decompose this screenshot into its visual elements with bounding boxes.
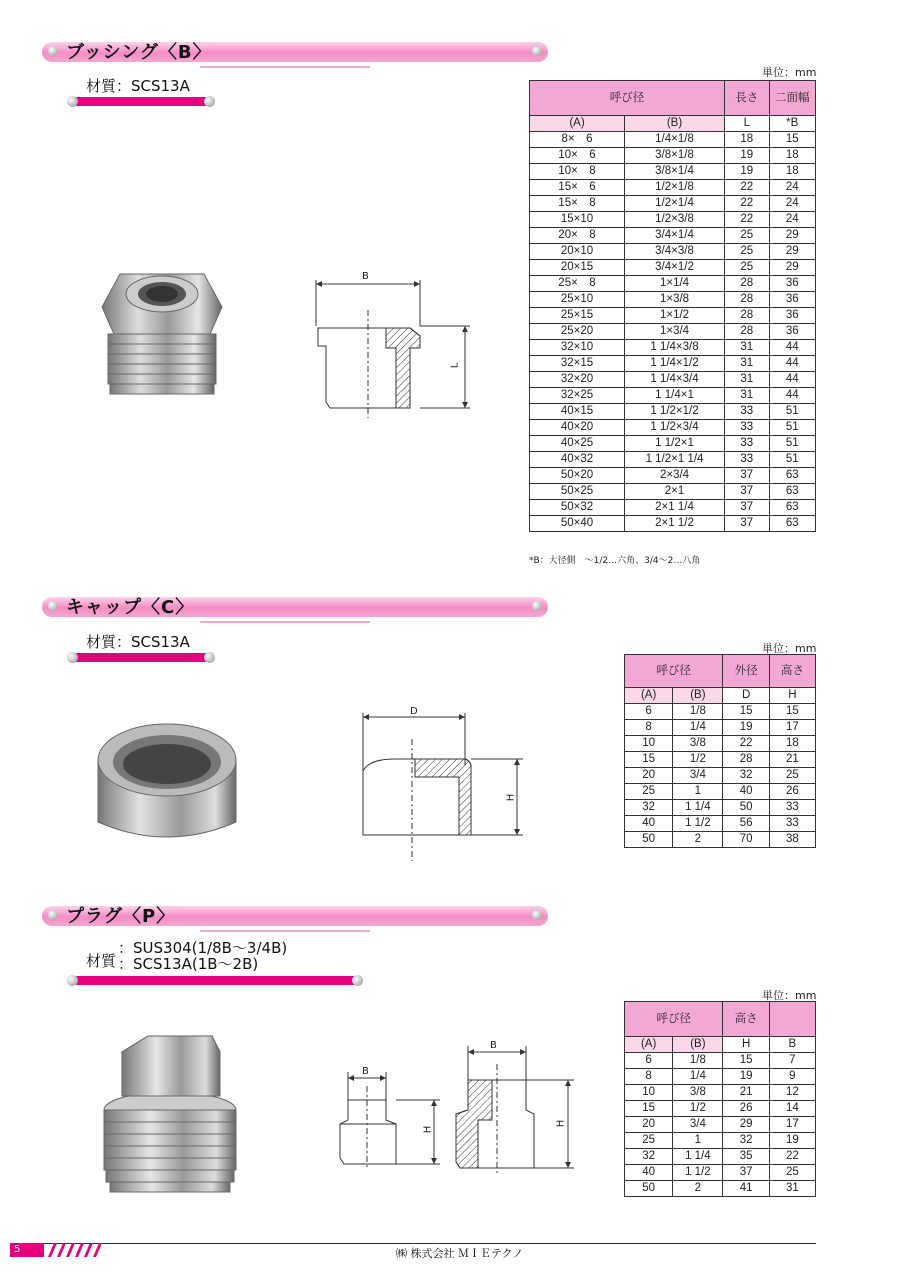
table-cell: 37 [725,468,770,484]
bushing-drawing [310,270,480,420]
table-cell: 33 [725,404,770,420]
table-cell: 51 [769,452,815,468]
table-row [530,516,816,532]
dim-label-plug-b-large: B [490,1040,497,1051]
table-row [530,292,816,308]
material-cap: 材質：SCS13A [86,633,190,651]
th-hex: 二面幅 [769,81,815,116]
table-cell: 24 [769,180,815,196]
table-cell: 20× 8 [530,228,625,244]
table-cell: 25×15 [530,308,625,324]
table-cell: 12 [769,1085,815,1101]
banner-dot-right [532,46,542,56]
table-cell: 10 [625,736,673,752]
table-cell: 15× 6 [530,180,625,196]
table-cell: 3/8×1/4 [625,164,725,180]
table-row [530,180,816,196]
table-cell: 31 [725,372,770,388]
table-cell: 17 [769,720,815,736]
table-cell: 24 [769,196,815,212]
table-cell: 15 [723,1053,769,1069]
table-cell: 37 [725,516,770,532]
dim-label-plug-h-large: H [555,1119,567,1128]
dim-label-l: L [449,362,461,369]
table-row [530,308,816,324]
table-cell: 1 1/4×1/2 [625,356,725,372]
table-row [530,148,816,164]
table-cell: 26 [769,784,815,800]
table-cell: 25×20 [530,324,625,340]
th-h: H [723,1037,769,1053]
table-cell: 1 1/2×1/2 [625,404,725,420]
table-cell: 33 [725,436,770,452]
table-cell: 18 [725,132,770,148]
table-cell: 28 [725,324,770,340]
table-cell: 8 [625,1069,673,1085]
table-cell: 51 [769,420,815,436]
table-row [530,420,816,436]
table-cell: 1 1/2 [673,1165,723,1181]
table-cell: 18 [769,736,815,752]
table-row [530,452,816,468]
th-h: H [769,688,815,704]
table-cell: 22 [769,1149,815,1165]
plug-photo [100,1030,240,1205]
table-cell: 1 [673,1133,723,1149]
th-bb: B [769,1037,815,1053]
table-row [530,340,816,356]
table-row [530,356,816,372]
table-cell: 20 [625,1117,673,1133]
table-cell: 15 [769,704,815,720]
table-cell: 40 [723,784,769,800]
th-b: (B) [625,116,725,132]
table-cell: 3/4 [673,768,723,784]
table-cell: 33 [769,816,815,832]
table-row [625,752,816,768]
table-cell: 1×3/8 [625,292,725,308]
table-row [530,212,816,228]
table-cell: 14 [769,1101,815,1117]
table-cell: 50×25 [530,484,625,500]
bushing-photo [92,262,232,410]
section-banner-bushing [42,42,548,62]
th-length: 長さ [725,81,770,116]
table-row [625,704,816,720]
table-cell: 56 [723,816,769,832]
table-cell: 15 [625,1101,673,1117]
page-number: 5 [10,1243,44,1257]
th-a: (A) [625,688,673,704]
table-cell: 8 [625,720,673,736]
table-cell: 3/8×1/8 [625,148,725,164]
th-nominal: 呼び径 [625,1002,723,1037]
table-cell: 28 [725,292,770,308]
material-bar-plug [70,976,360,985]
table-row [625,736,816,752]
material-label-plug: 材質 [86,952,117,970]
table-cell: 1/4 [673,720,723,736]
table-cell: 22 [725,196,770,212]
table-cell: 1×1/4 [625,276,725,292]
table-row [530,372,816,388]
table-cell: 25 [725,244,770,260]
th-b: (B) [673,1037,723,1053]
table-cell: 26 [723,1101,769,1117]
table-cell: 33 [725,420,770,436]
cap-photo [92,712,242,842]
table-cell: 18 [769,164,815,180]
material-bar-bushing [70,97,212,106]
table-cell: 33 [725,452,770,468]
th-a: (A) [530,116,625,132]
th-hb: *B [769,116,815,132]
table-cell: 40×15 [530,404,625,420]
table-cell: 17 [769,1117,815,1133]
th-height: 高さ [723,1002,769,1037]
table-cell: 2 [673,832,723,848]
table-row [625,1117,816,1133]
table-row [530,276,816,292]
table-cell: 63 [769,484,815,500]
table-row [625,800,816,816]
table-row [530,500,816,516]
table-cell: 20 [625,768,673,784]
table-cell: 9 [769,1069,815,1085]
table-cell: 32×25 [530,388,625,404]
table-row [625,784,816,800]
table-row [625,1085,816,1101]
table-cell: 1/8 [673,1053,723,1069]
table-cell: 40 [625,816,673,832]
table-cell: 1 1/2×1 [625,436,725,452]
table-cell: 32 [625,800,673,816]
table-cell: 36 [769,308,815,324]
table-cell: 1/4×1/8 [625,132,725,148]
table-cell: 15 [723,704,769,720]
table-cell: 1/2 [673,1101,723,1117]
table-cell: 1 1/4×3/4 [625,372,725,388]
th-empty [769,1002,815,1037]
th-nominal: 呼び径 [530,81,725,116]
table-cell: 1×3/4 [625,324,725,340]
table-cell: 3/4 [673,1117,723,1133]
table-cell: 36 [769,292,815,308]
table-cell: 28 [725,276,770,292]
table-cell: 50 [625,1181,673,1197]
table-cell: 50×32 [530,500,625,516]
table-cell: 1/2×1/4 [625,196,725,212]
table-cell: 6 [625,704,673,720]
table-row [530,244,816,260]
table-cell: 22 [723,736,769,752]
table-cell: 32×10 [530,340,625,356]
table-cell: 31 [725,340,770,356]
banner-underline [200,66,370,68]
table-cell: 51 [769,404,815,420]
table-cell: 7 [769,1053,815,1069]
table-cell: 32 [723,768,769,784]
material-plug-1: ：SUS304(1/8B～3/4B) [118,939,288,957]
table-cell: 1 1/2×3/4 [625,420,725,436]
table-cell: 51 [769,436,815,452]
table-cell: 15×10 [530,212,625,228]
table-cell: 63 [769,516,815,532]
banner-underline [200,621,370,623]
table-cell: 29 [769,228,815,244]
th-d: D [723,688,769,704]
table-cell: 2×1 [625,484,725,500]
table-cell: 19 [723,720,769,736]
table-cell: 1 1/4 [673,1149,723,1165]
table-cell: 1×1/2 [625,308,725,324]
cap-drawing [355,705,535,865]
table-cell: 2×3/4 [625,468,725,484]
table-row [530,484,816,500]
table-cell: 44 [769,340,815,356]
table-cell: 44 [769,356,815,372]
banner-dot-right [532,910,542,920]
unit-label-bushing: 単位：mm [762,66,817,79]
table-row [625,1149,816,1165]
table-cell: 20×10 [530,244,625,260]
table-cell: 40 [625,1165,673,1181]
banner-dot-left [48,910,58,920]
material-plug-2: ：SCS13A(1B～2B) [118,955,259,973]
table-cell: 33 [769,800,815,816]
table-cell: 19 [725,148,770,164]
table-cell: 50 [723,800,769,816]
table-row [625,768,816,784]
dim-label-d: D [410,706,418,717]
table-cell: 6 [625,1053,673,1069]
table-row [530,132,816,148]
banner-dot-left [48,601,58,611]
table-cell: 32 [625,1149,673,1165]
material-bar-cap [70,653,212,662]
table-row [530,260,816,276]
table-cell: 10× 8 [530,164,625,180]
banner-underline [200,930,370,932]
table-cell: 21 [769,752,815,768]
table-cell: 24 [769,212,815,228]
footer-rule [42,1243,816,1244]
table-cell: 36 [769,276,815,292]
section-banner-cap [42,597,548,617]
table-cell: 28 [723,752,769,768]
table-cell: 25 [769,1165,815,1181]
table-cell: 38 [769,832,815,848]
th-b: (B) [673,688,723,704]
table-cell: 2 [673,1181,723,1197]
th-a: (A) [625,1037,673,1053]
table-row [625,832,816,848]
table-cell: 40×25 [530,436,625,452]
plug-drawing-large [448,1040,578,1175]
dim-label-h: H [505,793,517,802]
table-row [530,324,816,340]
table-cell: 37 [725,484,770,500]
table-cell: 1/4 [673,1069,723,1085]
table-row [625,816,816,832]
table-cell: 70 [723,832,769,848]
table-row [625,1069,816,1085]
table-cell: 25 [725,228,770,244]
table-row [530,164,816,180]
table-cell: 21 [723,1085,769,1101]
table-cell: 1 1/4×1 [625,388,725,404]
table-cell: 1 1/2×1 1/4 [625,452,725,468]
table-cell: 40×20 [530,420,625,436]
table-cell: 19 [723,1069,769,1085]
dim-label-b: B [362,271,369,282]
table-cell: 3/8 [673,736,723,752]
company-brand: ㈱ 株式会社 ＭＩＥテクノ [396,1247,524,1260]
spec-table-bushing [529,80,816,532]
table-cell: 35 [723,1149,769,1165]
table-cell: 1/2 [673,752,723,768]
table-cell: 29 [769,260,815,276]
table-cell: 25× 8 [530,276,625,292]
table-cell: 63 [769,468,815,484]
table-row [625,1133,816,1149]
table-cell: 25×10 [530,292,625,308]
th-l: L [725,116,770,132]
table-cell: 32×20 [530,372,625,388]
unit-label-plug: 単位：mm [762,989,817,1002]
table-cell: 3/8 [673,1085,723,1101]
banner-dot-right [532,601,542,611]
dim-label-plug-h-small: H [422,1125,434,1134]
table-cell: 18 [769,148,815,164]
section-title-plug: プラグ〈P〉 [66,906,176,927]
table-note-bushing: *B：大径側 ～1/2…六角、3/4～2…八角 [529,556,701,566]
table-cell: 22 [725,180,770,196]
plug-drawing-small [330,1060,445,1170]
table-cell: 37 [725,500,770,516]
table-cell: 1/8 [673,704,723,720]
table-cell: 1 [673,784,723,800]
table-cell: 63 [769,500,815,516]
table-cell: 50×20 [530,468,625,484]
section-title-bushing: ブッシング〈B〉 [66,42,212,63]
table-cell: 25 [625,784,673,800]
table-cell: 19 [769,1133,815,1149]
th-height: 高さ [769,655,815,688]
table-cell: 22 [725,212,770,228]
section-banner-plug [42,906,548,926]
table-row [530,228,816,244]
table-cell: 31 [725,388,770,404]
table-cell: 2×1 1/2 [625,516,725,532]
unit-label-cap: 単位：mm [762,642,817,655]
table-cell: 1 1/4×3/8 [625,340,725,356]
table-cell: 1 1/4 [673,800,723,816]
table-row [625,1101,816,1117]
table-row [530,388,816,404]
table-cell: 50 [625,832,673,848]
table-cell: 3/4×1/4 [625,228,725,244]
table-cell: 19 [725,164,770,180]
table-row [530,196,816,212]
th-od: 外径 [723,655,769,688]
table-cell: 44 [769,372,815,388]
table-cell: 50×40 [530,516,625,532]
table-row [530,436,816,452]
table-cell: 29 [723,1117,769,1133]
table-cell: 1/2×1/8 [625,180,725,196]
banner-dot-left [48,46,58,56]
table-cell: 1/2×3/8 [625,212,725,228]
dim-label-plug-b-small: B [362,1066,369,1077]
table-row [625,1165,816,1181]
table-cell: 15 [769,132,815,148]
table-row [625,1181,816,1197]
table-cell: 25 [725,260,770,276]
table-cell: 41 [723,1181,769,1197]
table-cell: 2×1 1/4 [625,500,725,516]
spec-table-cap [624,654,816,848]
table-cell: 1 1/2 [673,816,723,832]
th-nominal: 呼び径 [625,655,723,688]
table-cell: 10 [625,1085,673,1101]
table-cell: 25 [625,1133,673,1149]
section-title-cap: キャップ〈C〉 [66,597,195,618]
table-cell: 3/4×1/2 [625,260,725,276]
table-cell: 36 [769,324,815,340]
table-cell: 28 [725,308,770,324]
table-cell: 40×32 [530,452,625,468]
table-cell: 32×15 [530,356,625,372]
table-cell: 44 [769,388,815,404]
table-cell: 25 [769,768,815,784]
footer-stripes [44,1243,104,1257]
spec-table-plug [624,1001,816,1197]
material-bushing: 材質：SCS13A [86,77,190,95]
table-row [530,468,816,484]
table-cell: 31 [769,1181,815,1197]
table-row [530,404,816,420]
table-cell: 20×15 [530,260,625,276]
table-cell: 8× 6 [530,132,625,148]
table-cell: 15 [625,752,673,768]
table-cell: 31 [725,356,770,372]
table-cell: 15× 8 [530,196,625,212]
table-row [625,1053,816,1069]
table-cell: 10× 6 [530,148,625,164]
table-row [625,720,816,736]
table-cell: 29 [769,244,815,260]
table-cell: 37 [723,1165,769,1181]
table-cell: 3/4×3/8 [625,244,725,260]
table-cell: 32 [723,1133,769,1149]
